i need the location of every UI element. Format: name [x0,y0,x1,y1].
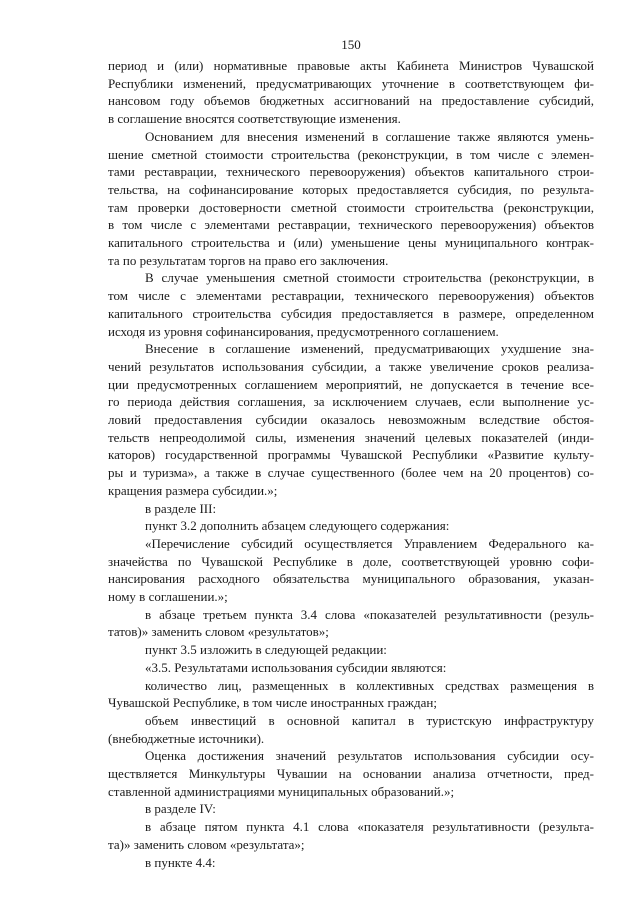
text-line: Внесение в соглашение изменений, предусматривающих ухудшение зна- [145,341,594,357]
text-line: ному в соглашении.»; [108,589,228,604]
text-line: ры и туризма», а также в случае существенного (более чем на 20 процентов) со- [108,465,594,481]
text-line: чений результатов использования субсидии, а также увеличение сроков реализа- [108,358,594,374]
text-line: тельств непреодолимой силы, изменения значений целевых показателей (инди- [108,429,594,445]
text-line: пункт 3.2 дополнить абзацем следующего содержания: [145,518,450,534]
text-line: пункт 3.5 изложить в следующей редакции: [145,642,387,658]
text-line: количество лиц, размещенных в коллективных средствах размещения в [145,677,594,693]
page-number: 150 [341,37,361,52]
text-line: нансирования расходного обязательства муниципального образования, указан- [108,571,594,587]
text-line: шение сметной стоимости строительства (реконструкции, в том числе с элемен- [108,146,594,162]
text-line: Оценка достижения значений результатов использования субсидии осу- [145,748,594,764]
text-line: в абзаце пятом пункта 4.1 слова «показателя результативности (результа- [145,819,594,835]
text-line: значейства по Чувашской Республике в доле, соответствующей уровню софи- [108,553,594,569]
text-line: татов)» заменить словом «результатов»; [108,624,329,640]
text-line: в разделе III: [145,500,217,516]
text-line: В случае уменьшения сметной стоимости строительства (реконструкции, в [145,270,594,286]
text-line: Республики изменений, предусматривающих уточнение в соответствующем фи- [108,75,594,91]
text-line: го периода действия соглашения, за исключением случаев, если выполнение ус- [108,394,594,410]
text-line: «Перечисление субсидий осуществляется Управлением Федерального ка- [145,535,594,551]
text-line: период и (или) нормативные правовые акты Кабинета Министров Чувашской [108,58,594,73]
text-line: Чувашской Республике, в том числе иностранных граждан; [108,695,437,711]
text-line: в соглашение вносятся соответствующие изменения. [108,111,401,127]
text-line: в пункте 4.4: [145,854,216,870]
text-line: в разделе IV: [145,801,216,817]
text-line: нансовом году объемов бюджетных ассигнований на предоставление субсидий, [108,93,594,109]
text-line: кращения размера субсидии.»; [108,482,278,498]
text-line: «3.5. Результатами использования субсидии являются: [145,659,447,675]
text-line: в том числе с элементами реставрации, технического перевооружения) объектов [108,217,594,233]
text-line: том числе с элементами реставрации, технического перевооружения) объектов [108,288,594,304]
text-line: объем инвестиций в основной капитал в туристскую инфраструктуру [145,712,594,728]
text-line: ществляется Минкультуры Чувашии на основании анализа отчетности, пред- [108,766,594,781]
text-line: ловий предоставления субсидии оказалось невозможным вследствие обстоя- [108,412,594,427]
text-line: та)» заменить словом «результата»; [108,836,305,852]
text-line: капитального строительства и (или) уменьшение цены муниципального контрак- [108,235,594,250]
text-line: Основанием для внесения изменений в соглашение также являются умень- [145,128,594,144]
text-line: в абзаце третьем пункта 3.4 слова «показателей результативности (резуль- [145,606,594,622]
text-line: та по результатам торгов на право его заключения. [108,252,389,268]
text-line: ставленной администрациями муниципальных образований.»; [108,783,455,799]
text-line: тельства, на софинансирование которых предоставляется субсидия, по результа- [108,181,594,197]
text-line: (внебюджетные источники). [108,730,265,746]
text-line: тами реставрации, технического перевооружения) объектов капитального строи- [108,164,594,180]
text-line: ции предусмотренных соглашением мероприятий, не допускается в течение все- [108,376,594,392]
text-line: исходя из уровня софинансирования, предусмотренного соглашением. [108,323,499,339]
text-line: каторов) государственной программы Чувашской Республики «Развитие культу- [108,447,594,463]
text-line: капитального строительства субсидия предоставляется в размере, определенном [108,305,594,321]
text-line: там проверки достоверности сметной стоимости строительства (реконструкции, [108,199,594,215]
